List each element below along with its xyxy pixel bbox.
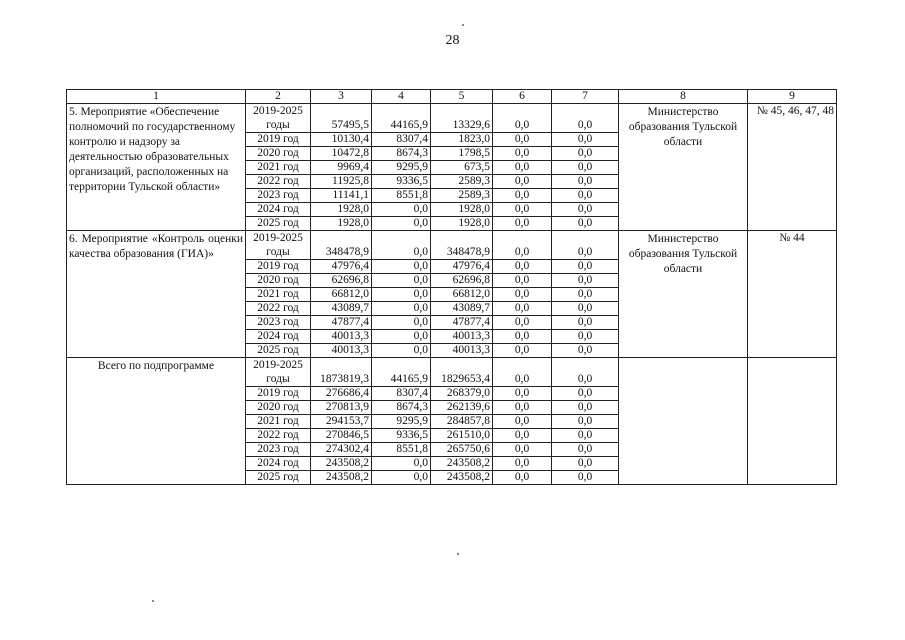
header-cell-7: 7	[552, 90, 619, 104]
total-cell: 66812,0	[311, 288, 372, 302]
federal-cell: 44165,9	[372, 104, 431, 133]
total-cell: 274302,4	[311, 443, 372, 457]
federal-cell: 8674,3	[372, 147, 431, 161]
period-cell: 2024 год	[246, 330, 311, 344]
period-cell: 2019 год	[246, 260, 311, 274]
regional-cell: 47976,4	[431, 260, 493, 274]
total-cell: 47877,4	[311, 316, 372, 330]
regional-cell: 348478,9	[431, 231, 493, 260]
period-cell: 2024 год	[246, 203, 311, 217]
period-cell: 2022 год	[246, 302, 311, 316]
regional-cell: 13329,6	[431, 104, 493, 133]
extra-budget-cell: 0,0	[552, 344, 619, 358]
extra-budget-cell: 0,0	[552, 415, 619, 429]
indicator-refs-cell: № 45, 46, 47, 48	[748, 104, 837, 231]
federal-cell: 0,0	[372, 471, 431, 485]
period-cell: 2019 год	[246, 133, 311, 147]
total-cell: 40013,3	[311, 344, 372, 358]
table-row	[67, 231, 837, 260]
extra-budget-cell: 0,0	[552, 133, 619, 147]
total-cell: 10472,8	[311, 147, 372, 161]
regional-cell: 243508,2	[431, 471, 493, 485]
federal-cell: 9295,9	[372, 415, 431, 429]
regional-cell: 1829653,4	[431, 358, 493, 387]
municipal-cell: 0,0	[493, 288, 552, 302]
period-cell: 2021 год	[246, 288, 311, 302]
municipal-cell: 0,0	[493, 217, 552, 231]
period-cell: 2021 год	[246, 415, 311, 429]
extra-budget-cell: 0,0	[552, 316, 619, 330]
municipal-cell: 0,0	[493, 330, 552, 344]
regional-cell: 1928,0	[431, 217, 493, 231]
extra-budget-cell: 0,0	[552, 443, 619, 457]
extra-budget-cell: 0,0	[552, 457, 619, 471]
federal-cell: 0,0	[372, 288, 431, 302]
period-cell: 2019-2025 годы	[246, 104, 311, 133]
period-cell: 2019 год	[246, 387, 311, 401]
federal-cell: 8307,4	[372, 133, 431, 147]
federal-cell: 8551,8	[372, 189, 431, 203]
federal-cell: 8307,4	[372, 387, 431, 401]
executor-cell: Министерство образования Тульской области	[619, 104, 748, 231]
regional-cell: 2589,3	[431, 175, 493, 189]
period-cell: 2025 год	[246, 217, 311, 231]
total-cell: 1928,0	[311, 217, 372, 231]
period-cell: 2021 год	[246, 161, 311, 175]
period-cell: 2020 год	[246, 274, 311, 288]
period-cell: 2023 год	[246, 189, 311, 203]
executor-cell: Министерство образования Тульской области	[619, 231, 748, 358]
activity-description: 5. Мероприятие «Обеспечение полномочий по государственному контролю и надзору за деятельностью образовательных организаций, расположенных на территории Тульской области»	[67, 104, 246, 231]
municipal-cell: 0,0	[493, 401, 552, 415]
total-cell: 57495,5	[311, 104, 372, 133]
total-cell: 11925,8	[311, 175, 372, 189]
period-cell: 2023 год	[246, 316, 311, 330]
regional-cell: 2589,3	[431, 189, 493, 203]
period-cell: 2019-2025 годы	[246, 358, 311, 387]
municipal-cell: 0,0	[493, 443, 552, 457]
municipal-cell: 0,0	[493, 302, 552, 316]
extra-budget-cell: 0,0	[552, 217, 619, 231]
total-cell: 11141,1	[311, 189, 372, 203]
header-cell-4: 4	[372, 90, 431, 104]
period-cell: 2025 год	[246, 344, 311, 358]
federal-cell: 0,0	[372, 316, 431, 330]
municipal-cell: 0,0	[493, 231, 552, 260]
regional-cell: 66812,0	[431, 288, 493, 302]
period-cell: 2024 год	[246, 457, 311, 471]
regional-cell: 1928,0	[431, 203, 493, 217]
period-cell: 2025 год	[246, 471, 311, 485]
regional-cell: 261510,0	[431, 429, 493, 443]
municipal-cell: 0,0	[493, 387, 552, 401]
municipal-cell: 0,0	[493, 175, 552, 189]
regional-cell: 47877,4	[431, 316, 493, 330]
header-cell-3: 3	[311, 90, 372, 104]
total-cell: 47976,4	[311, 260, 372, 274]
period-cell: 2020 год	[246, 401, 311, 415]
total-cell: 348478,9	[311, 231, 372, 260]
extra-budget-cell: 0,0	[552, 231, 619, 260]
budget-table	[66, 89, 837, 485]
municipal-cell: 0,0	[493, 344, 552, 358]
executor-cell	[619, 358, 748, 485]
header-cell-9: 9	[748, 90, 837, 104]
regional-cell: 243508,2	[431, 457, 493, 471]
municipal-cell: 0,0	[493, 457, 552, 471]
total-cell: 294153,7	[311, 415, 372, 429]
scan-speck	[152, 600, 154, 602]
header-cell-2: 2	[246, 90, 311, 104]
municipal-cell: 0,0	[493, 274, 552, 288]
federal-cell: 0,0	[372, 330, 431, 344]
federal-cell: 0,0	[372, 274, 431, 288]
regional-cell: 284857,8	[431, 415, 493, 429]
federal-cell: 0,0	[372, 217, 431, 231]
total-cell: 276686,4	[311, 387, 372, 401]
federal-cell: 0,0	[372, 344, 431, 358]
municipal-cell: 0,0	[493, 260, 552, 274]
federal-cell: 9295,9	[372, 161, 431, 175]
extra-budget-cell: 0,0	[552, 203, 619, 217]
regional-cell: 673,5	[431, 161, 493, 175]
indicator-refs-cell: № 44	[748, 231, 837, 358]
extra-budget-cell: 0,0	[552, 387, 619, 401]
extra-budget-cell: 0,0	[552, 288, 619, 302]
municipal-cell: 0,0	[493, 429, 552, 443]
header-cell-1: 1	[67, 90, 246, 104]
federal-cell: 44165,9	[372, 358, 431, 387]
total-cell: 243508,2	[311, 457, 372, 471]
total-cell: 270813,9	[311, 401, 372, 415]
extra-budget-cell: 0,0	[552, 274, 619, 288]
total-cell: 62696,8	[311, 274, 372, 288]
period-cell: 2019-2025 годы	[246, 231, 311, 260]
extra-budget-cell: 0,0	[552, 161, 619, 175]
extra-budget-cell: 0,0	[552, 302, 619, 316]
total-cell: 40013,3	[311, 330, 372, 344]
federal-cell: 9336,5	[372, 429, 431, 443]
table-row	[67, 358, 837, 387]
header-cell-6: 6	[493, 90, 552, 104]
federal-cell: 0,0	[372, 203, 431, 217]
period-cell: 2020 год	[246, 147, 311, 161]
federal-cell: 0,0	[372, 302, 431, 316]
municipal-cell: 0,0	[493, 358, 552, 387]
header-cell-5: 5	[431, 90, 493, 104]
total-cell: 10130,4	[311, 133, 372, 147]
municipal-cell: 0,0	[493, 104, 552, 133]
indicator-refs-cell	[748, 358, 837, 485]
regional-cell: 268379,0	[431, 387, 493, 401]
total-cell: 9969,4	[311, 161, 372, 175]
regional-cell: 62696,8	[431, 274, 493, 288]
extra-budget-cell: 0,0	[552, 330, 619, 344]
municipal-cell: 0,0	[493, 161, 552, 175]
total-cell: 243508,2	[311, 471, 372, 485]
extra-budget-cell: 0,0	[552, 104, 619, 133]
municipal-cell: 0,0	[493, 189, 552, 203]
header-cell-8: 8	[619, 90, 748, 104]
regional-cell: 43089,7	[431, 302, 493, 316]
scan-speck	[457, 553, 459, 555]
period-cell: 2023 год	[246, 443, 311, 457]
period-cell: 2022 год	[246, 429, 311, 443]
extra-budget-cell: 0,0	[552, 147, 619, 161]
municipal-cell: 0,0	[493, 133, 552, 147]
activity-description: Всего по подпрограмме	[67, 358, 246, 485]
scan-speck	[462, 24, 464, 26]
extra-budget-cell: 0,0	[552, 189, 619, 203]
municipal-cell: 0,0	[493, 316, 552, 330]
regional-cell: 265750,6	[431, 443, 493, 457]
header-row	[67, 90, 837, 104]
municipal-cell: 0,0	[493, 415, 552, 429]
federal-cell: 0,0	[372, 457, 431, 471]
federal-cell: 9336,5	[372, 175, 431, 189]
table-row	[67, 104, 837, 133]
page-number: 28	[445, 33, 460, 48]
regional-cell: 40013,3	[431, 344, 493, 358]
regional-cell: 40013,3	[431, 330, 493, 344]
extra-budget-cell: 0,0	[552, 429, 619, 443]
regional-cell: 1823,0	[431, 133, 493, 147]
municipal-cell: 0,0	[493, 147, 552, 161]
federal-cell: 8674,3	[372, 401, 431, 415]
extra-budget-cell: 0,0	[552, 471, 619, 485]
extra-budget-cell: 0,0	[552, 358, 619, 387]
period-cell: 2022 год	[246, 175, 311, 189]
extra-budget-cell: 0,0	[552, 401, 619, 415]
total-cell: 1873819,3	[311, 358, 372, 387]
extra-budget-cell: 0,0	[552, 260, 619, 274]
activity-description: 6. Мероприятие «Контроль оценки качества образования (ГИА)»	[67, 231, 246, 358]
regional-cell: 1798,5	[431, 147, 493, 161]
total-cell: 1928,0	[311, 203, 372, 217]
federal-cell: 8551,8	[372, 443, 431, 457]
municipal-cell: 0,0	[493, 471, 552, 485]
federal-cell: 0,0	[372, 260, 431, 274]
municipal-cell: 0,0	[493, 203, 552, 217]
regional-cell: 262139,6	[431, 401, 493, 415]
total-cell: 270846,5	[311, 429, 372, 443]
extra-budget-cell: 0,0	[552, 175, 619, 189]
federal-cell: 0,0	[372, 231, 431, 260]
total-cell: 43089,7	[311, 302, 372, 316]
